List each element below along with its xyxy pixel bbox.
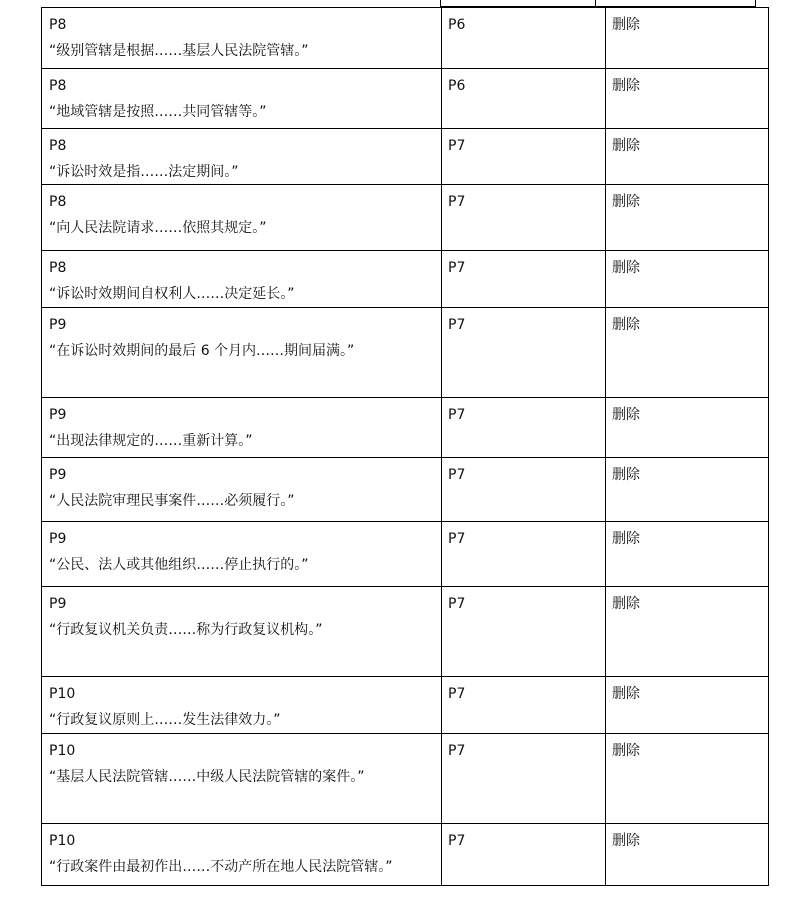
ref-cell xyxy=(442,251,606,308)
action-text: 删除 xyxy=(612,407,640,423)
table-row xyxy=(42,69,769,129)
action-text: 删除 xyxy=(612,78,640,94)
original-cell xyxy=(42,587,442,677)
page-number: P8 xyxy=(49,260,67,276)
ref-cell xyxy=(442,587,606,677)
table-row xyxy=(42,677,769,734)
original-cell xyxy=(42,8,442,69)
quote-text: “向人民法院请求……依照其规定。” xyxy=(49,220,267,236)
original-cell xyxy=(42,308,442,398)
action-cell xyxy=(606,8,769,69)
ref-page: P7 xyxy=(448,138,466,154)
table-row xyxy=(42,587,769,677)
original-cell xyxy=(42,185,442,251)
action-text: 删除 xyxy=(612,467,640,483)
ref-cell xyxy=(442,8,606,69)
revision-table-body xyxy=(42,8,769,886)
ref-page: P7 xyxy=(448,743,466,759)
action-text: 删除 xyxy=(612,686,640,702)
ref-page: P7 xyxy=(448,833,466,849)
ref-cell xyxy=(442,129,606,185)
quote-text: “基层人民法院管辖……中级人民法院管辖的案件。” xyxy=(49,769,365,785)
page-number: P10 xyxy=(49,743,76,759)
ref-cell xyxy=(442,69,606,129)
action-cell xyxy=(606,587,769,677)
ref-cell xyxy=(442,398,606,458)
previous-row-action-cell xyxy=(595,0,756,7)
action-cell xyxy=(606,824,769,886)
page-number: P9 xyxy=(49,407,67,423)
table-row xyxy=(42,8,769,69)
previous-row-fragment xyxy=(440,0,754,6)
previous-row-ref-cell xyxy=(440,0,596,7)
ref-page: P7 xyxy=(448,194,466,210)
page-number: P10 xyxy=(49,833,76,849)
page-number: P9 xyxy=(49,596,67,612)
table-row xyxy=(42,398,769,458)
quote-text: “行政复议原则上……发生法律效力。” xyxy=(49,712,281,728)
table-row xyxy=(42,824,769,886)
action-text: 删除 xyxy=(612,596,640,612)
quote-text: “出现法律规定的……重新计算。” xyxy=(49,433,253,449)
action-text: 删除 xyxy=(612,260,640,276)
page-number: P8 xyxy=(49,17,67,33)
table-row xyxy=(42,308,769,398)
action-text: 删除 xyxy=(612,194,640,210)
action-text: 删除 xyxy=(612,138,640,154)
original-cell xyxy=(42,251,442,308)
page-number: P8 xyxy=(49,138,67,154)
ref-cell xyxy=(442,185,606,251)
original-cell xyxy=(42,69,442,129)
ref-cell xyxy=(442,734,606,824)
quote-text: “行政案件由最初作出……不动产所在地人民法院管辖。” xyxy=(49,859,393,875)
ref-cell xyxy=(442,824,606,886)
page-number: P10 xyxy=(49,686,76,702)
quote-text: “在诉讼时效期间的最后 6 个月内……期间届满。” xyxy=(49,343,355,359)
quote-text: “诉讼时效期间自权利人……决定延长。” xyxy=(49,286,295,302)
original-cell xyxy=(42,458,442,522)
ref-page: P6 xyxy=(448,78,466,94)
quote-text: “诉讼时效是指……法定期间。” xyxy=(49,164,239,180)
original-cell xyxy=(42,677,442,734)
ref-page: P6 xyxy=(448,17,466,33)
action-text: 删除 xyxy=(612,17,640,33)
action-cell xyxy=(606,734,769,824)
table-row xyxy=(42,522,769,587)
table-row xyxy=(42,458,769,522)
table-row xyxy=(42,734,769,824)
table-row xyxy=(42,251,769,308)
ref-page: P7 xyxy=(448,407,466,423)
page-number: P9 xyxy=(49,531,67,547)
action-text: 删除 xyxy=(612,531,640,547)
action-cell xyxy=(606,458,769,522)
original-cell xyxy=(42,824,442,886)
action-cell xyxy=(606,308,769,398)
page-number: P8 xyxy=(49,194,67,210)
ref-page: P7 xyxy=(448,686,466,702)
action-cell xyxy=(606,251,769,308)
ref-cell xyxy=(442,677,606,734)
ref-page: P7 xyxy=(448,317,466,333)
action-cell xyxy=(606,185,769,251)
action-cell xyxy=(606,69,769,129)
quote-text: “地域管辖是按照……共同管辖等。” xyxy=(49,104,267,120)
revision-table xyxy=(41,7,769,886)
ref-cell xyxy=(442,522,606,587)
original-cell xyxy=(42,522,442,587)
table-row xyxy=(42,185,769,251)
action-cell xyxy=(606,677,769,734)
quote-text: “公民、法人或其他组织……停止执行的。” xyxy=(49,557,309,573)
page-number: P9 xyxy=(49,467,67,483)
quote-text: “行政复议机关负责……称为行政复议机构。” xyxy=(49,622,323,638)
ref-page: P7 xyxy=(448,260,466,276)
quote-text: “人民法院审理民事案件……必须履行。” xyxy=(49,493,295,509)
original-cell xyxy=(42,734,442,824)
table-row xyxy=(42,129,769,185)
page-number: P8 xyxy=(49,78,67,94)
original-cell xyxy=(42,398,442,458)
ref-cell xyxy=(442,308,606,398)
page-number: P9 xyxy=(49,317,67,333)
ref-page: P7 xyxy=(448,467,466,483)
ref-cell xyxy=(442,458,606,522)
action-text: 删除 xyxy=(612,743,640,759)
action-text: 删除 xyxy=(612,317,640,333)
action-cell xyxy=(606,398,769,458)
original-cell xyxy=(42,129,442,185)
quote-text: “级别管辖是根据……基层人民法院管辖。” xyxy=(49,43,309,59)
action-cell xyxy=(606,129,769,185)
action-text: 删除 xyxy=(612,833,640,849)
ref-page: P7 xyxy=(448,531,466,547)
ref-page: P7 xyxy=(448,596,466,612)
action-cell xyxy=(606,522,769,587)
